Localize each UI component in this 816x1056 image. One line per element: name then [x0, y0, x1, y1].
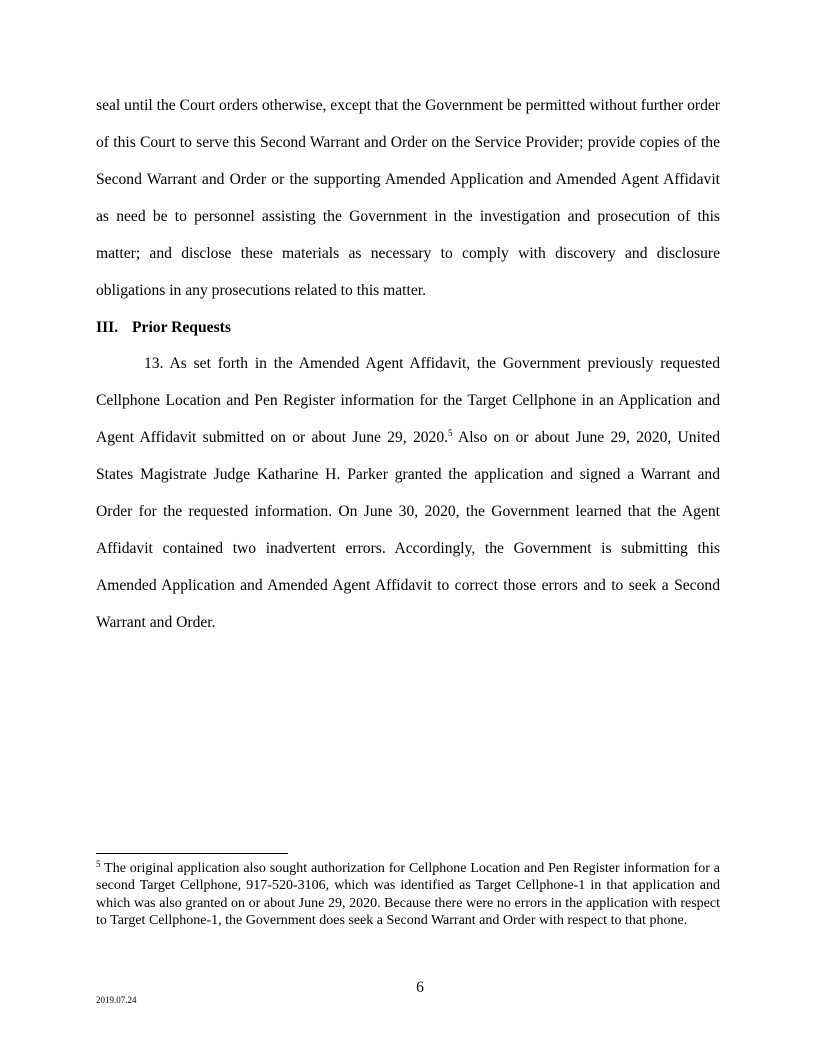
section-title: Prior Requests [132, 319, 231, 336]
section-number: III. [96, 319, 119, 336]
paragraph-13-text-part2: Also on or about June 29, 2020, United States Magistrate Judge Katharine H. Parker granted the application and signed a Warrant and Order for the requested information. On June 30, 2020, the Government learned that the Agent Affidavit contained two inadvertent errors. Accordingly, the Government is submitting this Amended Application and Amended Agent Affidavit to correct those errors and to seek a Second Warrant and Order. [96, 429, 720, 631]
continuation-paragraph: seal until the Court orders otherwise, except that the Government be permitted without further order of this Court to serve this Second Warrant and Order on the Service Provider; provide copies of the Second Warrant and Order or the supporting Amended Application and Amended Agent Affidavit as need be to personnel assisting the Government in the investigation and prosecution of this matter; and disclose these materials as necessary to comply with discovery and disclosure obligations in any prosecutions related to this matter. [96, 97, 720, 299]
footnote-marker: 5 [96, 859, 101, 869]
paragraph-13-text-part1: 13. As set forth in the Amended Agent Affidavit, the Government previously requested Cellphone Location and Pen Register information for the Target Cellphone in an Application and Agent Affidavit submitted on or about June 29, 2020. [96, 355, 720, 446]
footnote-reference[interactable]: 5 [448, 428, 453, 438]
page-number: 6 [416, 979, 424, 996]
section-heading [96, 309, 231, 346]
footnote [96, 860, 720, 929]
version-stamp: 2019.07.24 [96, 995, 137, 1005]
footnote-text: The original application also sought authorization for Cellphone Location and Pen Register information for a second Target Cellphone, 917-520-3106, which was identified as Target Cellphone-1 in that application and which was also granted on or about June 29, 2020. Because there were no errors in the application with respect to Target Cellphone-1, the Government does seek a Second Warrant and Order with respect to that phone. [96, 861, 720, 928]
footnote-divider [96, 853, 288, 854]
paragraph-13 [96, 345, 720, 641]
